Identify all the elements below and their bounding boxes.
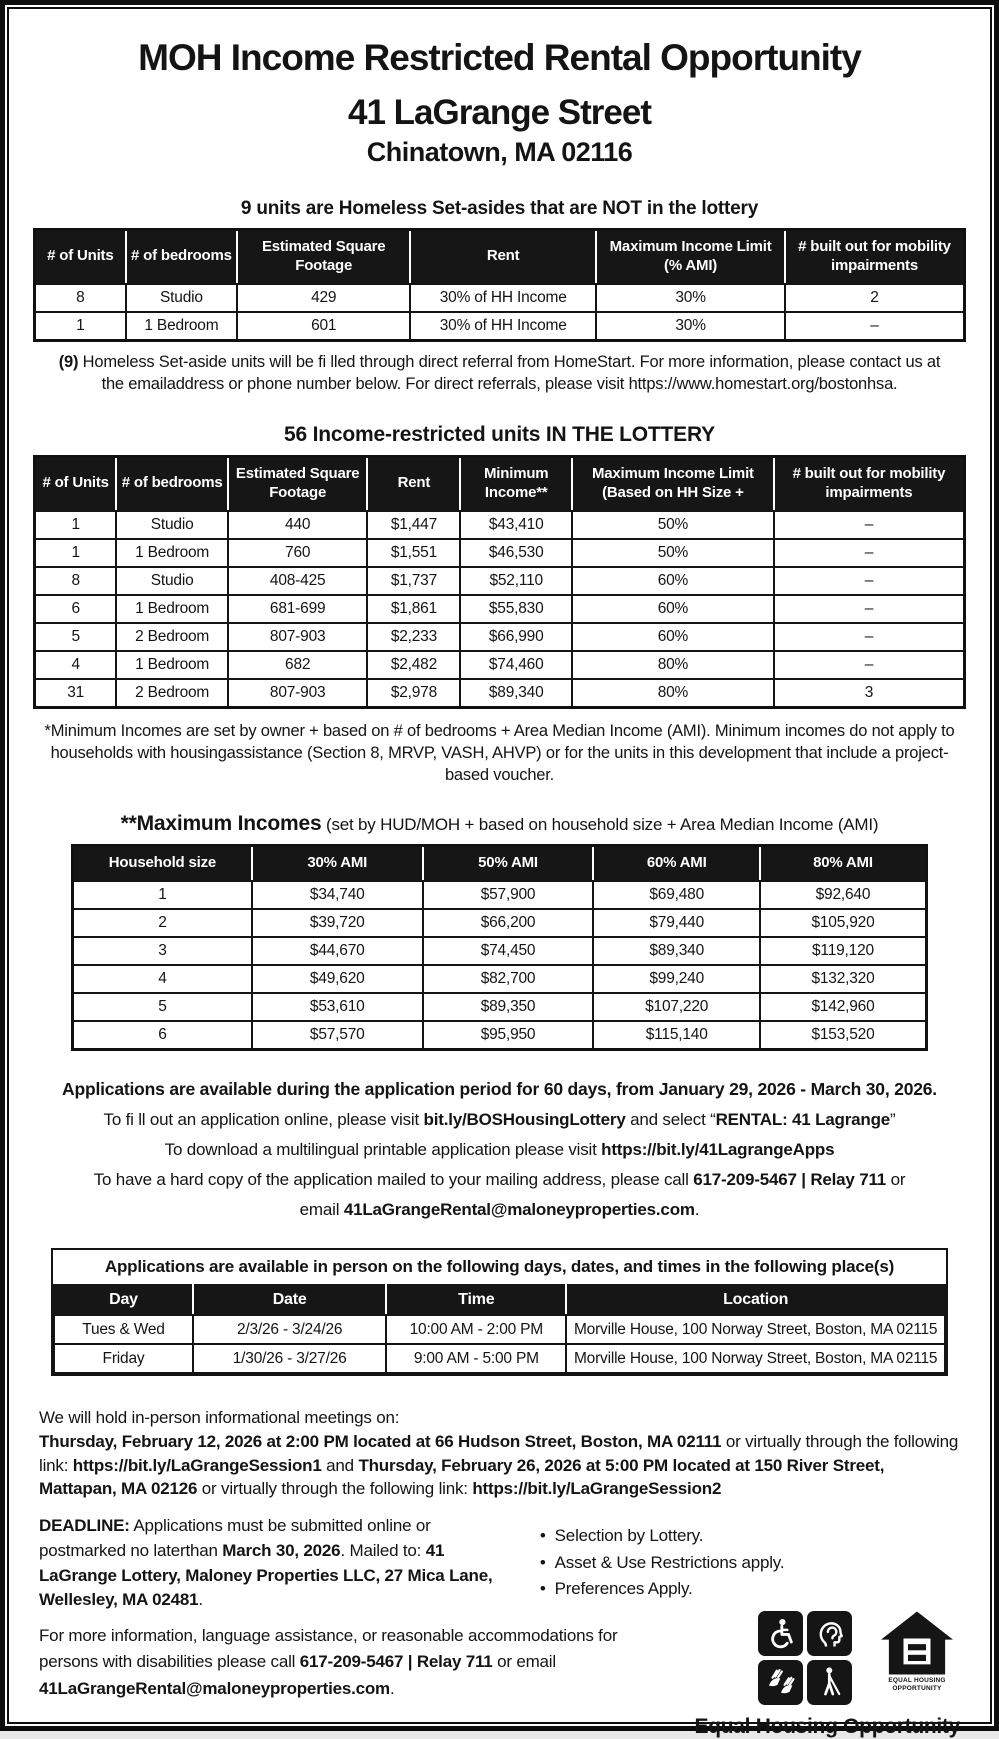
- meetings-intro: We will hold in-person informational meetings on:: [39, 1408, 400, 1428]
- email-line: [25, 1200, 974, 1220]
- column-header: # built out for mobility impairments: [785, 230, 965, 284]
- table-cell: 429: [237, 284, 410, 312]
- text-segment: To have a hard copy of the application mailed to your mailing address, please call: [93, 1170, 694, 1190]
- text-segment: Applications must be submitted online or postmarked no laterthan: [39, 1516, 431, 1560]
- table-cell: $92,640: [760, 881, 927, 909]
- table-row: [73, 881, 927, 909]
- table-cell: $79,440: [593, 909, 760, 937]
- bullet-list-item: [540, 1550, 960, 1576]
- table-cell: $89,340: [460, 679, 572, 708]
- table-cell: $66,990: [460, 623, 572, 651]
- bullet-list-item: [540, 1576, 960, 1602]
- text-segment: bit.ly/BOSHousingLottery: [423, 1110, 626, 1130]
- table-cell: 30%: [596, 312, 785, 341]
- bullet-list: [518, 1514, 960, 1613]
- footer-contact-paragraph: [39, 1623, 679, 1739]
- table-cell: $2,233: [367, 623, 460, 651]
- table-cell: –: [774, 511, 965, 539]
- table-cell: Friday: [54, 1344, 193, 1373]
- text-segment: For more information, language assistance, or reasonable accommodations for persons with disabilities please call: [39, 1625, 618, 1672]
- table-cell: 60%: [572, 567, 774, 595]
- table-cell: 4: [35, 651, 117, 679]
- property-city: Chinatown, MA 02116: [366, 137, 633, 167]
- equal-housing-label: Equal Housing Opportunity: [694, 1714, 960, 1738]
- person-with-cane-icon: [807, 1660, 852, 1705]
- column-header: Maximum Income Limit (Based on HH Size +: [572, 457, 774, 511]
- table-cell: 50%: [572, 539, 774, 567]
- table-cell: 807-903: [228, 623, 368, 651]
- table-cell: 760: [228, 539, 368, 567]
- text-segment: .: [198, 1590, 203, 1610]
- deadline-section: [39, 1514, 960, 1613]
- table-cell: –: [785, 312, 965, 341]
- meetings-paragraph: [39, 1406, 960, 1501]
- table-cell: 440: [228, 511, 368, 539]
- table-cell: $142,960: [760, 993, 927, 1021]
- table-row: [73, 909, 927, 937]
- table-row: [35, 679, 965, 708]
- table-cell: 6: [35, 595, 117, 623]
- text-segment: https://bit.ly/LaGrangeSession2: [472, 1479, 722, 1499]
- table-cell: 1 Bedroom: [116, 651, 228, 679]
- property-address: 41 LaGrange Street: [348, 93, 651, 132]
- setaside-note: [55, 351, 944, 396]
- table-cell: $46,530: [460, 539, 572, 567]
- setaside-table-wrap: [33, 228, 966, 342]
- text-segment: Homeless Set-aside units will be fi lled through direct referral from HomeStart. For more information, please contact us at the emailaddress or phone number below. For direct referrals, please visit https://www.homestart.org/bostonhsa.: [78, 352, 941, 393]
- table-cell: $44,670: [252, 937, 423, 965]
- text-segment: Thursday, February 12, 2026 at 2:00 PM located at 66 Hudson Street, Boston, MA 02111: [39, 1431, 722, 1451]
- table-row: [73, 993, 927, 1021]
- deadline-paragraph: [39, 1514, 518, 1613]
- table-row: [54, 1315, 945, 1344]
- table-cell: 30%: [596, 284, 785, 312]
- max-incomes-heading: [25, 812, 974, 836]
- column-header: 50% AMI: [423, 846, 594, 881]
- table-cell: 5: [35, 623, 117, 651]
- table-cell: $82,700: [423, 965, 594, 993]
- table-row: [73, 1021, 927, 1050]
- text-segment: To fi ll out an application online, please visit: [103, 1110, 424, 1130]
- bullet-dot: •: [539, 1552, 546, 1572]
- table-cell: 30% of HH Income: [410, 284, 596, 312]
- sign-language-icon: [758, 1660, 803, 1705]
- table-cell: 2: [73, 909, 252, 937]
- table-row: [54, 1344, 945, 1373]
- equal-housing-logo: [874, 1611, 960, 1693]
- column-header: Time: [386, 1285, 566, 1315]
- table-row: [35, 312, 965, 341]
- table-cell: 1: [35, 539, 117, 567]
- column-header: Rent: [410, 230, 596, 284]
- table-cell: $1,737: [367, 567, 460, 595]
- table-cell: 1: [35, 511, 117, 539]
- table-header-row: [35, 457, 965, 511]
- in-person-table: [53, 1284, 946, 1374]
- table-cell: 2/3/26 - 3/24/26: [193, 1315, 386, 1344]
- table-cell: 681-699: [228, 595, 368, 623]
- table-cell: $1,861: [367, 595, 460, 623]
- table-row: [35, 651, 965, 679]
- page-title: MOH Income Restricted Rental Opportunity: [138, 37, 861, 78]
- table-cell: $55,830: [460, 595, 572, 623]
- table-row: [35, 539, 965, 567]
- equal-housing-logo-caption: EQUAL HOUSING OPPORTUNITY: [888, 1676, 946, 1692]
- table-header-row: [54, 1285, 945, 1315]
- text-segment: 41LaGrangeRental@maloneyproperties.com: [39, 1678, 390, 1698]
- table-cell: 10:00 AM - 2:00 PM: [386, 1315, 566, 1344]
- table-header-row: [73, 846, 927, 881]
- table-cell: 9:00 AM - 5:00 PM: [386, 1344, 566, 1373]
- column-header: 60% AMI: [593, 846, 760, 881]
- table-cell: 1 Bedroom: [116, 539, 228, 567]
- table-cell: $69,480: [593, 881, 760, 909]
- table-cell: 2: [785, 284, 965, 312]
- application-info: [25, 1079, 974, 1220]
- text-segment: 617-209-5467 | Relay 711: [299, 1652, 493, 1672]
- flyer-inner-border: [7, 7, 992, 1738]
- table-cell: 30% of HH Income: [410, 312, 596, 341]
- table-cell: 408-425: [228, 567, 368, 595]
- table-cell: 2 Bedroom: [116, 679, 228, 708]
- table-cell: Studio: [126, 284, 238, 312]
- table-cell: $57,570: [252, 1021, 423, 1050]
- column-header: Rent: [367, 457, 460, 511]
- table-cell: 1: [73, 881, 252, 909]
- table-cell: $89,340: [593, 937, 760, 965]
- column-header: # of bedrooms: [116, 457, 228, 511]
- column-header: Minimum Income**: [460, 457, 572, 511]
- table-cell: 60%: [572, 595, 774, 623]
- footer-badges-area: [679, 1623, 960, 1739]
- text-segment: or email: [492, 1652, 556, 1672]
- table-cell: Morville House, 100 Norway Street, Boston, MA 02115: [566, 1315, 945, 1344]
- table-cell: 31: [35, 679, 117, 708]
- table-cell: $89,350: [423, 993, 594, 1021]
- table-cell: 601: [237, 312, 410, 341]
- table-row: [35, 567, 965, 595]
- table-cell: $107,220: [593, 993, 760, 1021]
- table-cell: $1,551: [367, 539, 460, 567]
- bullet-dot: •: [539, 1578, 546, 1598]
- text-segment: https://bit.ly/LaGrangeSession1: [72, 1455, 322, 1475]
- table-cell: $132,320: [760, 965, 927, 993]
- column-header: Household size: [73, 846, 252, 881]
- max-incomes-table-wrap: [71, 844, 928, 1051]
- table-cell: Tues & Wed: [54, 1315, 193, 1344]
- lottery-heading: 56 Income-restricted units IN THE LOTTERY: [284, 423, 715, 447]
- column-header: # of bedrooms: [126, 230, 238, 284]
- table-row: [35, 623, 965, 651]
- text-segment: .: [389, 1678, 395, 1698]
- text-segment: . Mailed to:: [340, 1540, 426, 1560]
- table-cell: 3: [73, 937, 252, 965]
- table-cell: $39,720: [252, 909, 423, 937]
- table-cell: $74,460: [460, 651, 572, 679]
- table-cell: 5: [73, 993, 252, 1021]
- column-header: Location: [566, 1285, 945, 1315]
- meetings-details: [39, 1430, 960, 1501]
- table-cell: Studio: [116, 567, 228, 595]
- column-header: Estimated Square Footage: [237, 230, 410, 284]
- table-cell: Morville House, 100 Norway Street, Boston, MA 02115: [566, 1344, 945, 1373]
- application-period-line: Applications are available during the application period for 60 days, from January 29, 2026 - March 30, 2026.: [62, 1079, 937, 1100]
- table-cell: –: [774, 567, 965, 595]
- table-row: [35, 511, 965, 539]
- table-cell: 8: [35, 284, 126, 312]
- table-row: [35, 284, 965, 312]
- text-segment: DEADLINE:: [39, 1516, 130, 1536]
- table-cell: 4: [73, 965, 252, 993]
- table-cell: $2,482: [367, 651, 460, 679]
- table-cell: $153,520: [760, 1021, 927, 1050]
- text-segment: .: [694, 1200, 700, 1220]
- table-row: [73, 937, 927, 965]
- table-row: [73, 965, 927, 993]
- table-cell: 682: [228, 651, 368, 679]
- wheelchair-icon: [758, 1611, 803, 1656]
- text-segment: or virtually through the following link:: [39, 1431, 959, 1475]
- text-segment: 617-209-5467 | Relay 711: [693, 1170, 887, 1190]
- table-cell: 1 Bedroom: [116, 595, 228, 623]
- table-cell: 50%: [572, 511, 774, 539]
- table-cell: 60%: [572, 623, 774, 651]
- head-profile-icon: [807, 1611, 852, 1656]
- column-header: # built out for mobility impairments: [774, 457, 965, 511]
- minimum-income-footnote: *Minimum Incomes are set by owner + based on # of bedrooms + Area Median Income (AMI). Minimum incomes do not apply to households with housingassistance (Section 8, MRVP, VASH, AHVP) or for the units in this development that include a project-based voucher.: [44, 721, 955, 785]
- column-header: Maximum Income Limit (% AMI): [596, 230, 785, 284]
- text-segment: https://bit.ly/41LagrangeApps: [601, 1140, 835, 1160]
- table-cell: –: [774, 539, 965, 567]
- table-cell: 8: [35, 567, 117, 595]
- table-cell: $119,120: [760, 937, 927, 965]
- bullet-text: Selection by Lottery.: [554, 1526, 704, 1546]
- text-segment: and select “: [625, 1110, 716, 1130]
- table-cell: $105,920: [760, 909, 927, 937]
- table-cell: $74,450: [423, 937, 594, 965]
- table-cell: $2,978: [367, 679, 460, 708]
- table-cell: 1/30/26 - 3/27/26: [193, 1344, 386, 1373]
- in-person-box: [51, 1248, 948, 1376]
- in-person-heading: Applications are available in person on the following days, dates, and times in the following place(s): [104, 1257, 895, 1277]
- table-cell: $99,240: [593, 965, 760, 993]
- table-cell: $1,447: [367, 511, 460, 539]
- bullet-dot: •: [539, 1526, 546, 1546]
- apply-online-line: [25, 1110, 974, 1130]
- table-cell: $52,110: [460, 567, 572, 595]
- text-segment: Thursday, February 26, 2026 at 5:00 PM located at 150 River Street, Mattapan, MA 02126: [39, 1455, 885, 1499]
- setaside-table: [33, 228, 966, 342]
- text-segment: ”: [890, 1110, 896, 1130]
- column-header: Day: [54, 1285, 193, 1315]
- badges: [758, 1611, 960, 1705]
- table-cell: $34,740: [252, 881, 423, 909]
- text-segment: or virtually through the following link:: [197, 1479, 473, 1499]
- footer-section: [39, 1623, 960, 1739]
- column-header: 80% AMI: [760, 846, 927, 881]
- bullet-text: Asset & Use Restrictions apply.: [554, 1552, 785, 1572]
- table-cell: $49,620: [252, 965, 423, 993]
- table-cell: –: [774, 623, 965, 651]
- table-cell: $57,900: [423, 881, 594, 909]
- max-incomes-table: [71, 844, 928, 1051]
- text-segment: RENTAL: 41 Lagrange: [715, 1110, 891, 1130]
- lottery-table-wrap: [33, 455, 966, 709]
- table-cell: 1: [35, 312, 126, 341]
- max-incomes-heading-rest: (set by HUD/MOH + based on household size + Area Median Income (AMI): [321, 815, 879, 835]
- table-header-row: [35, 230, 965, 284]
- column-header: Date: [193, 1285, 386, 1315]
- bullet-list-item: [540, 1523, 960, 1549]
- table-cell: 1 Bedroom: [126, 312, 238, 341]
- download-app-line: [25, 1140, 974, 1160]
- max-incomes-heading-bold: **Maximum Incomes: [120, 812, 322, 836]
- text-segment: and: [321, 1455, 359, 1475]
- table-cell: –: [774, 651, 965, 679]
- table-cell: $53,610: [252, 993, 423, 1021]
- table-cell: $43,410: [460, 511, 572, 539]
- text-segment: 41LaGrangeRental@maloneyproperties.com: [343, 1200, 695, 1220]
- column-header: Estimated Square Footage: [228, 457, 368, 511]
- table-cell: 6: [73, 1021, 252, 1050]
- table-cell: 2 Bedroom: [116, 623, 228, 651]
- bullet-text: Preferences Apply.: [554, 1578, 693, 1598]
- column-header: # of Units: [35, 230, 126, 284]
- text-segment: March 30, 2026: [222, 1540, 341, 1560]
- table-cell: 807-903: [228, 679, 368, 708]
- table-cell: 80%: [572, 651, 774, 679]
- column-header: 30% AMI: [252, 846, 423, 881]
- table-cell: $95,950: [423, 1021, 594, 1050]
- hard-copy-line: [25, 1170, 974, 1190]
- text-segment: email: [299, 1200, 344, 1220]
- table-row: [35, 595, 965, 623]
- table-cell: 80%: [572, 679, 774, 708]
- column-header: # of Units: [35, 457, 117, 511]
- table-cell: 3: [774, 679, 965, 708]
- text-segment: 41 LaGrange Lottery, Maloney Properties LLC, 27 Mica Lane, Wellesley, MA 02481: [39, 1540, 493, 1610]
- table-cell: $115,140: [593, 1021, 760, 1050]
- table-cell: $66,200: [423, 909, 594, 937]
- lottery-table: [33, 455, 966, 709]
- accessibility-icon-grid: [758, 1611, 852, 1705]
- table-cell: Studio: [116, 511, 228, 539]
- text-segment: (9): [58, 352, 79, 371]
- text-segment: To download a multilingual printable application please visit: [164, 1140, 602, 1160]
- setaside-heading: 9 units are Homeless Set-asides that are NOT in the lottery: [240, 198, 759, 219]
- table-cell: –: [774, 595, 965, 623]
- text-segment: or: [886, 1170, 906, 1190]
